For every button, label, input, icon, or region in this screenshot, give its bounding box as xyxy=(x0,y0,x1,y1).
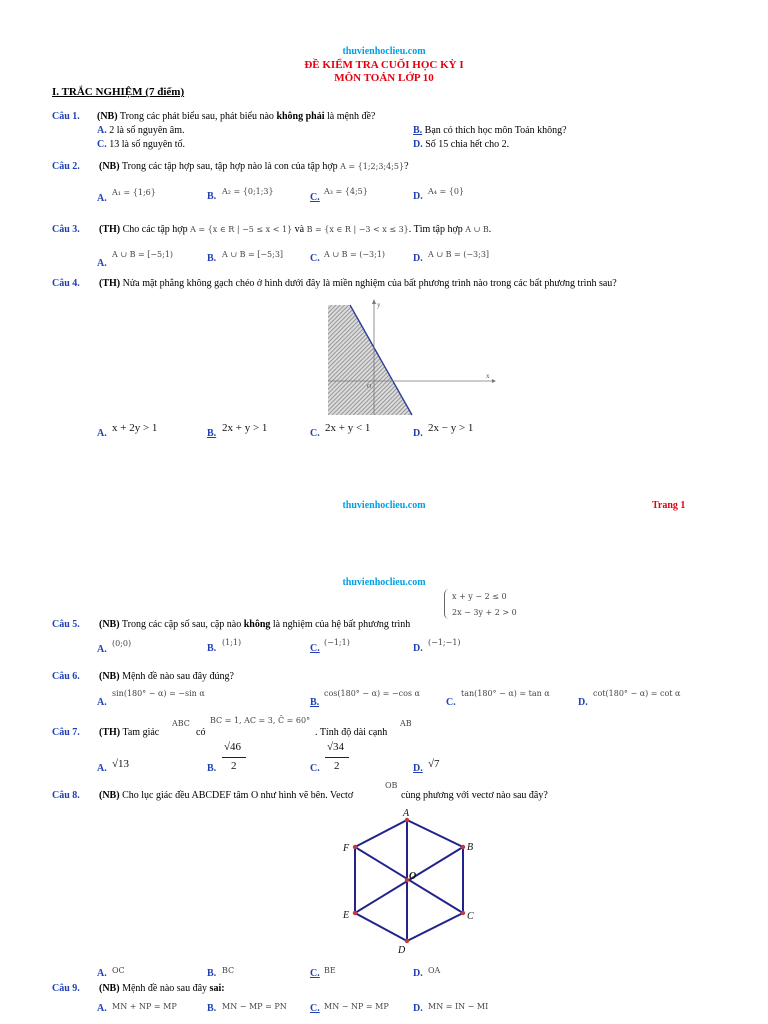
question-text: (TH) Cho các tập hợp A = {x ∈ R | −5 ≤ x < 1} và B = {x ∈ R | −3 < x ≤ 3}. Tìm tập hợp A ∪ B. xyxy=(99,224,492,235)
option-letter: A. xyxy=(97,428,107,439)
option-a-math: A ∪ B = [−5;1) xyxy=(112,250,174,259)
option-d-math: cot(180° − α) = cot α xyxy=(593,689,681,698)
option-letter: C. xyxy=(310,1003,320,1014)
option-text: Bạn có thích học môn Toán không? xyxy=(424,125,567,136)
option-d-math: MN = IN − MI xyxy=(428,1002,489,1011)
option-d-math: 2x − y > 1 xyxy=(428,422,474,434)
question-text-body: Cho lục giác đều ABCDEF tâm O như hình vẽ bên. Vectơ xyxy=(122,790,354,801)
option-b[interactable] xyxy=(207,428,216,439)
option-letter: B. xyxy=(310,697,320,708)
question-emphasis: sai: xyxy=(209,983,225,994)
set-expression: A = {1;2;3;4;5} xyxy=(340,162,405,171)
option-letter: D. xyxy=(413,428,423,439)
question-level: (NB) xyxy=(99,619,120,630)
option-a-math: √13 xyxy=(112,758,130,770)
option-d[interactable] xyxy=(413,253,423,264)
question-ask: . Tìm tập hợp xyxy=(408,224,463,235)
question-text-body: Tam giác xyxy=(122,727,160,738)
option-letter: D. xyxy=(413,968,423,979)
question-text-post: là mệnh đề? xyxy=(327,111,376,122)
conjunction: và xyxy=(294,224,305,235)
option-b[interactable] xyxy=(207,968,216,979)
option-c-math: A ∪ B = (−3;1) xyxy=(324,250,386,259)
question-text-post: là nghiệm của hệ bất phương trình xyxy=(272,619,411,630)
question-text xyxy=(97,111,375,122)
option-letter: A. xyxy=(97,697,107,708)
vertex-b-label: B xyxy=(467,842,474,853)
option-c[interactable] xyxy=(310,763,320,774)
question-text-post: . Tính độ dài cạnh xyxy=(315,727,388,738)
question-text xyxy=(99,278,617,289)
option-c[interactable] xyxy=(446,697,456,708)
question-level: (TH) xyxy=(99,727,121,738)
vertex-f-dot xyxy=(353,845,357,849)
question-text-body: Cho các tập hợp xyxy=(122,224,188,235)
center-o-label: O xyxy=(409,871,417,882)
vertex-d-label: D xyxy=(398,945,406,956)
option-c[interactable] xyxy=(310,1003,320,1014)
vector-name: OB xyxy=(385,781,398,790)
option-a-math: (0;0) xyxy=(112,639,132,648)
option-letter: B. xyxy=(207,643,217,654)
question-label: Câu 6. xyxy=(52,671,80,682)
question-emphasis: không phải xyxy=(276,111,325,122)
option-c-numerator: √34 xyxy=(327,741,345,753)
question-end: ? xyxy=(404,161,409,172)
vertex-b-dot xyxy=(461,845,465,849)
option-a[interactable] xyxy=(97,125,185,136)
option-c[interactable] xyxy=(310,192,320,203)
x-axis-label: x xyxy=(486,372,490,380)
vertex-c-label: C xyxy=(467,911,474,922)
option-letter: A. xyxy=(97,968,107,979)
vertex-a-label: A xyxy=(403,808,410,819)
question-level: (NB) xyxy=(99,790,120,801)
option-a[interactable] xyxy=(97,968,107,979)
origin-label: O xyxy=(367,384,372,390)
option-c-math: A₃ = {4;5} xyxy=(324,187,368,196)
option-c-math: 2x + y < 1 xyxy=(325,422,371,434)
option-letter: A. xyxy=(97,258,107,269)
inequality-graph xyxy=(320,295,500,420)
question-text xyxy=(99,671,234,682)
option-b-math: cos(180° − α) = −cos α xyxy=(324,689,420,698)
union-expression: A ∪ B xyxy=(465,225,489,234)
option-c-math: MN − NP = MP xyxy=(324,1002,389,1011)
option-c[interactable] xyxy=(310,643,320,654)
option-d-math: OA xyxy=(428,966,441,975)
given-values: BC = 1, AC = 3, Ĉ = 60° xyxy=(210,716,311,725)
triangle-name: ABC xyxy=(172,719,190,728)
question-text-body: Nửa mặt phẳng không gạch chéo ở hình dưới đây là miền nghiệm của bất phương trình nào trong các bất phương trình sau? xyxy=(122,278,617,289)
option-a-math: MN + NP = MP xyxy=(112,1002,177,1011)
system-inequality-2: 2x − 3y + 2 > 0 xyxy=(452,608,517,617)
vertex-d-dot xyxy=(405,939,409,943)
option-letter: A. xyxy=(97,193,107,204)
question-text-pre xyxy=(99,790,353,801)
set-b-expression: B = {x ∈ R | −3 < x ≤ 3} xyxy=(306,225,409,234)
option-d-math: A₄ = {0} xyxy=(428,187,465,196)
vertex-f-label: F xyxy=(343,843,350,854)
question-text xyxy=(99,983,225,994)
option-a[interactable] xyxy=(97,428,107,439)
page-number: Trang 1 xyxy=(652,500,686,511)
exam-subtitle: MÔN TOÁN LỚP 10 xyxy=(334,72,434,84)
question-label: Câu 1. xyxy=(52,111,80,122)
option-b-math: BC xyxy=(222,966,235,975)
option-c-math: tan(180° − α) = tan α xyxy=(461,689,550,698)
option-letter: D. xyxy=(578,697,588,708)
option-d-math: A ∪ B = (−3;3] xyxy=(428,250,490,259)
option-letter: C. xyxy=(446,697,456,708)
y-axis-arrow xyxy=(372,299,376,304)
option-a[interactable] xyxy=(97,697,107,708)
hexagon-diagram xyxy=(335,805,485,957)
question-text-pre: Mệnh đề nào sau đây xyxy=(122,983,208,994)
option-d[interactable] xyxy=(413,968,423,979)
option-letter: D. xyxy=(413,643,423,654)
option-b[interactable] xyxy=(207,253,216,264)
option-d[interactable] xyxy=(413,763,423,774)
option-b-math: 2x + y > 1 xyxy=(222,422,268,434)
question-text-body: Mệnh đề nào sau đây đúng? xyxy=(122,671,234,682)
option-b-math: MN − MP = PN xyxy=(222,1002,287,1011)
option-c[interactable] xyxy=(310,428,320,439)
question-level: (TH) xyxy=(99,224,121,235)
option-c-fraction-bar xyxy=(325,757,349,758)
option-letter: A. xyxy=(97,125,107,136)
option-letter: C. xyxy=(310,763,320,774)
option-a[interactable] xyxy=(97,258,107,269)
option-b-fraction-bar xyxy=(222,757,246,758)
option-text: Số 15 chia hết cho 2. xyxy=(425,139,510,150)
option-a[interactable] xyxy=(97,644,107,655)
option-a[interactable] xyxy=(97,193,107,204)
option-a-math: A₁ = {1;6} xyxy=(112,188,156,197)
option-b[interactable] xyxy=(207,1003,216,1014)
option-b[interactable] xyxy=(207,191,216,202)
question-text-pre: Trong các cặp số sau, cặp nào xyxy=(121,619,242,630)
option-letter: C. xyxy=(310,643,320,654)
option-letter: C. xyxy=(310,192,320,203)
option-text: 2 là số nguyên âm. xyxy=(109,125,185,136)
option-d[interactable] xyxy=(413,428,423,439)
option-letter: D. xyxy=(413,191,423,202)
option-letter: A. xyxy=(97,1003,107,1014)
option-d[interactable] xyxy=(578,697,588,708)
option-d[interactable] xyxy=(413,191,423,202)
option-a[interactable] xyxy=(97,763,107,774)
y-axis-label: y xyxy=(377,301,381,309)
option-letter: B. xyxy=(207,1003,217,1014)
footer-site-link[interactable]: thuvienhoclieu.com xyxy=(342,500,426,511)
option-letter: A. xyxy=(97,763,107,774)
question-label: Câu 4. xyxy=(52,278,80,289)
option-d[interactable] xyxy=(413,139,509,150)
option-letter: D. xyxy=(413,1003,423,1014)
question-level: (TH) xyxy=(99,278,121,289)
question-level: (NB) xyxy=(97,111,118,122)
question-text-mid: có xyxy=(196,727,206,738)
system-inequality-1: x + y − 2 ≤ 0 xyxy=(452,592,507,601)
option-c[interactable] xyxy=(310,253,320,264)
question-label: Câu 8. xyxy=(52,790,80,801)
option-d[interactable] xyxy=(413,643,423,654)
question-label: Câu 9. xyxy=(52,983,80,994)
set-a-expression: A = {x ∈ R | −5 ≤ x < 1} xyxy=(190,225,293,234)
option-letter: C. xyxy=(310,428,320,439)
option-b-numerator: √46 xyxy=(224,741,242,753)
system-brace xyxy=(444,589,449,619)
vertex-e-dot xyxy=(353,911,357,915)
option-a-math: OC xyxy=(112,966,125,975)
option-c-math: BE xyxy=(324,966,336,975)
option-c-denominator: 2 xyxy=(334,760,340,772)
option-b[interactable] xyxy=(310,697,319,708)
section-heading: I. TRẮC NGHIỆM (7 điểm) xyxy=(52,86,185,98)
site-header-page-2[interactable]: thuvienhoclieu.com xyxy=(342,577,426,588)
question-label: Câu 7. xyxy=(52,727,80,738)
option-letter: B. xyxy=(413,125,423,136)
question-label: Câu 3. xyxy=(52,224,80,235)
question-text xyxy=(99,619,410,630)
option-letter: B. xyxy=(207,253,217,264)
option-c-math: (−1;1) xyxy=(324,638,350,647)
shaded-region-tone xyxy=(328,305,412,415)
question-level: (NB) xyxy=(99,671,120,682)
option-c[interactable] xyxy=(310,968,320,979)
x-axis-arrow xyxy=(492,379,496,383)
option-letter: A. xyxy=(97,644,107,655)
option-text: 13 là số nguyên tố. xyxy=(109,139,186,150)
option-letter: B. xyxy=(207,191,217,202)
question-label: Câu 5. xyxy=(52,619,80,630)
option-b-denominator: 2 xyxy=(231,760,237,772)
site-header[interactable]: thuvienhoclieu.com xyxy=(342,46,426,57)
option-letter: C. xyxy=(310,968,320,979)
option-letter: B. xyxy=(207,968,217,979)
question-label: Câu 2. xyxy=(52,161,80,172)
option-a[interactable] xyxy=(97,1003,107,1014)
question-text-post: cùng phương với vectơ nào sau đây? xyxy=(401,790,548,801)
option-a-math: sin(180° − α) = −sin α xyxy=(112,689,205,698)
option-letter: B. xyxy=(207,428,217,439)
option-letter: C. xyxy=(97,139,107,150)
option-b-math: A₂ = {0;1;3} xyxy=(222,187,274,196)
exam-title: ĐỀ KIỂM TRA CUỐI HỌC KỲ I xyxy=(304,59,464,71)
option-b[interactable] xyxy=(207,763,216,774)
question-text-pre xyxy=(99,727,159,738)
option-letter: D. xyxy=(413,139,423,150)
option-d-math: √7 xyxy=(428,758,440,770)
option-letter: B. xyxy=(207,763,217,774)
option-d-math: (−1;−1) xyxy=(428,638,461,647)
option-d[interactable] xyxy=(413,1003,423,1014)
option-b[interactable] xyxy=(207,643,216,654)
option-letter: D. xyxy=(413,763,423,774)
option-b-math: A ∪ B = [−5;3] xyxy=(222,250,284,259)
vertex-e-label: E xyxy=(343,910,350,921)
option-letter: D. xyxy=(413,253,423,264)
side-name: AB xyxy=(400,719,412,728)
question-level: (NB) xyxy=(99,161,120,172)
option-letter: C. xyxy=(310,253,320,264)
option-c[interactable] xyxy=(97,139,185,150)
vertex-c-dot xyxy=(461,911,465,915)
option-b-math: (1;1) xyxy=(222,638,242,647)
option-a-math: x + 2y > 1 xyxy=(112,422,158,434)
question-text-body: Trong các tập hợp sau, tập hợp nào là con của tập hợp xyxy=(121,161,338,172)
question-emphasis: không xyxy=(243,619,271,630)
option-b[interactable] xyxy=(413,125,567,136)
question-text-pre: Trong các phát biểu sau, phát biểu nào xyxy=(119,111,274,122)
question-text xyxy=(99,161,409,172)
question-level: (NB) xyxy=(99,983,120,994)
